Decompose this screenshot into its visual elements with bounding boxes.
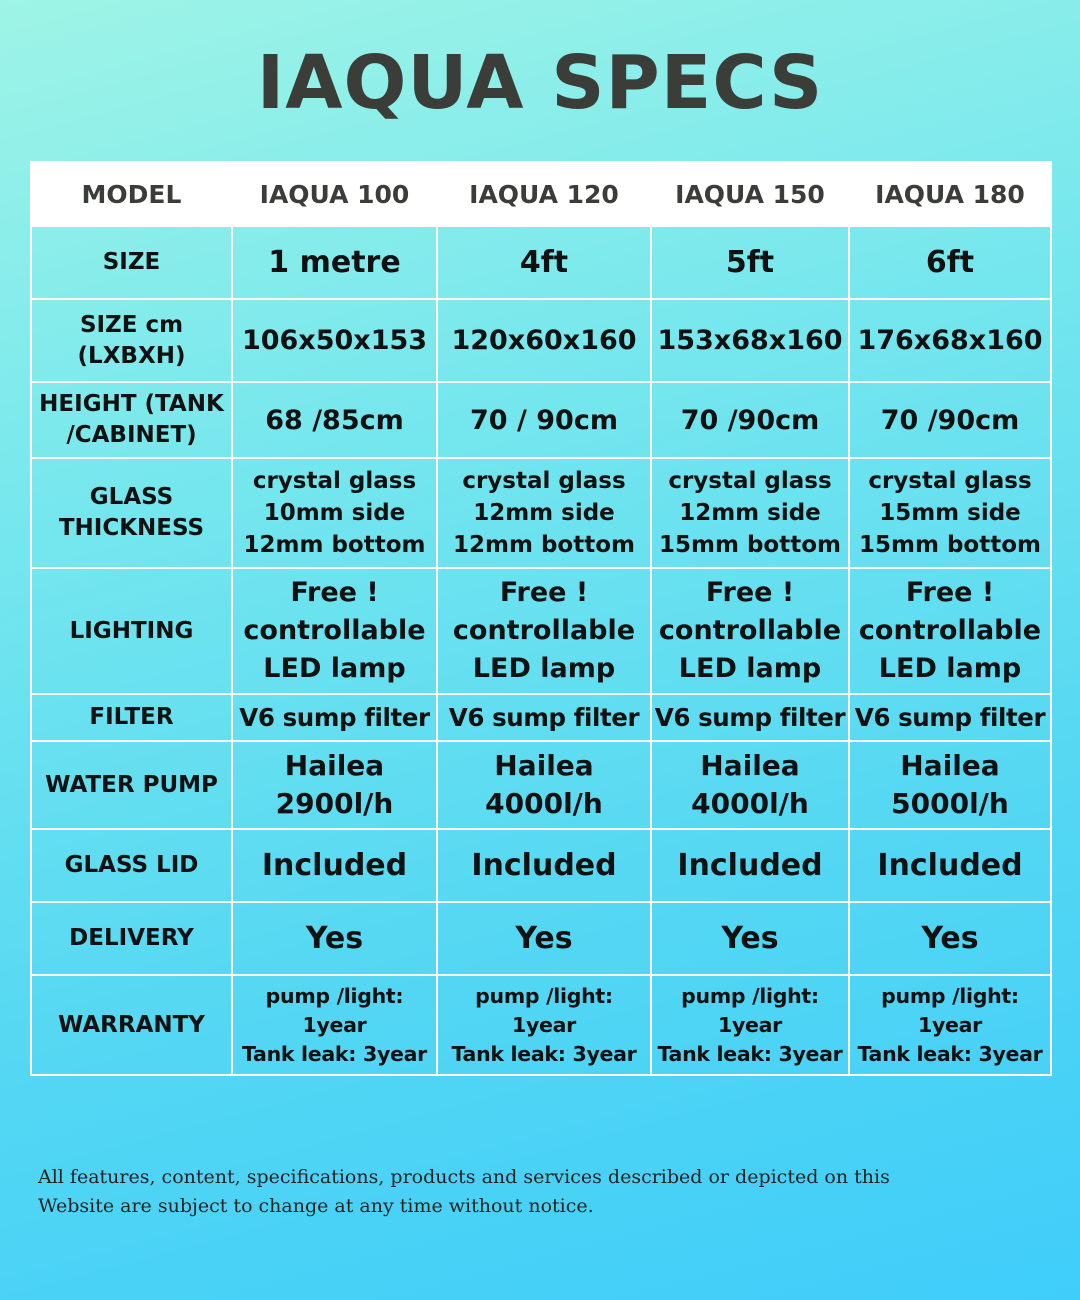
cell-line: 1year: [512, 1012, 576, 1037]
table-row: [31, 975, 1051, 1075]
row-label-line: GLASS: [89, 484, 174, 510]
header-model-2: IAQUA 120: [437, 162, 651, 226]
cell-line: Free !: [290, 577, 379, 608]
disclaimer-line: Website are subject to change at any time without notice.: [38, 1195, 594, 1217]
cell-line: crystal glass: [252, 468, 417, 494]
cell-line: controllable: [452, 615, 636, 646]
cell-line: Hailea: [284, 749, 385, 782]
table-row: [31, 299, 1051, 382]
cell-line: Yes: [721, 921, 779, 956]
table-cell: [232, 694, 437, 741]
row-label-line: FILTER: [89, 704, 174, 730]
cell-line: Tank leak: 3year: [657, 1041, 843, 1066]
cell-line: Included: [471, 848, 617, 883]
table-cell: [651, 382, 849, 458]
specs-table: [30, 161, 1052, 1076]
cell-line: Tank leak: 3year: [857, 1041, 1043, 1066]
cell-line: 106x50x153: [241, 325, 428, 356]
disclaimer-text: [38, 1163, 1038, 1221]
cell-line: 68 /85cm: [265, 404, 404, 436]
cell-line: 10mm side: [263, 500, 406, 526]
cell-line: 12mm side: [679, 500, 821, 526]
cell-line: crystal glass: [668, 468, 832, 494]
cell-line: Yes: [515, 921, 573, 956]
row-label: [31, 829, 232, 902]
table-cell: [232, 829, 437, 902]
cell-line: Yes: [305, 921, 364, 956]
table-cell: [232, 568, 437, 694]
table-cell: [437, 694, 651, 741]
header-model-4: IAQUA 180: [849, 162, 1051, 226]
cell-line: 70 /90cm: [880, 404, 1020, 436]
cell-line: 15mm bottom: [659, 532, 841, 558]
row-label-line: (LXBXH): [77, 342, 186, 369]
cell-line: controllable: [243, 615, 426, 646]
row-label-line: WARRANTY: [58, 1011, 205, 1038]
cell-line: crystal glass: [462, 468, 626, 494]
disclaimer-line: All features, content, specifications, products and services described or depicted on this: [38, 1166, 890, 1188]
row-label: [31, 975, 232, 1075]
cell-line: controllable: [658, 615, 842, 646]
table-cell: [232, 458, 437, 568]
table-cell: [849, 226, 1051, 299]
row-label-line: DELIVERY: [69, 925, 194, 951]
cell-line: controllable: [858, 615, 1042, 646]
table-cell: [651, 829, 849, 902]
row-label-line: SIZE cm: [79, 311, 184, 338]
cell-line: pump /light:: [475, 983, 613, 1008]
cell-line: 176x68x160: [857, 325, 1043, 356]
cell-line: 70 /90cm: [680, 404, 820, 436]
table-cell: [437, 902, 651, 975]
specs-table-header: [31, 162, 1051, 226]
table-cell: [849, 382, 1051, 458]
cell-line: V6 sump filter: [854, 703, 1046, 732]
table-cell: [849, 458, 1051, 568]
row-label-line: SIZE: [102, 249, 161, 275]
header-model: MODEL: [31, 162, 232, 226]
cell-line: 2900l/h: [275, 787, 394, 820]
cell-line: 4000l/h: [485, 787, 603, 820]
table-cell: [437, 299, 651, 382]
cell-line: V6 sump filter: [448, 703, 640, 732]
cell-line: V6 sump filter: [239, 703, 430, 732]
table-row: [31, 829, 1051, 902]
table-cell: [651, 902, 849, 975]
cell-line: 120x60x160: [451, 325, 637, 356]
cell-line: 12mm side: [473, 500, 615, 526]
cell-line: Free !: [705, 577, 795, 608]
cell-line: 1 metre: [268, 245, 401, 280]
cell-line: 153x68x160: [657, 325, 843, 356]
table-cell: [849, 829, 1051, 902]
row-label: [31, 902, 232, 975]
cell-line: 12mm bottom: [453, 532, 635, 558]
cell-line: 5ft: [725, 245, 775, 280]
cell-line: LED lamp: [263, 653, 406, 684]
cell-line: Free !: [499, 577, 589, 608]
row-label: [31, 299, 232, 382]
cell-line: pump /light:: [681, 983, 819, 1008]
row-label-line: THICKNESS: [58, 515, 205, 541]
table-row: [31, 741, 1051, 829]
table-cell: [437, 382, 651, 458]
cell-line: 6ft: [925, 245, 975, 280]
cell-line: 70 / 90cm: [470, 404, 618, 436]
cell-line: LED lamp: [678, 653, 822, 684]
row-label: [31, 458, 232, 568]
table-cell: [232, 902, 437, 975]
table-cell: [437, 975, 651, 1075]
row-label: [31, 226, 232, 299]
row-label-line: WATER PUMP: [45, 771, 218, 798]
cell-line: V6 sump filter: [654, 703, 846, 732]
cell-line: 1year: [718, 1012, 782, 1037]
table-cell: [849, 299, 1051, 382]
table-cell: [849, 741, 1051, 829]
cell-line: LED lamp: [878, 653, 1022, 684]
cell-line: Included: [677, 848, 823, 883]
table-cell: [232, 741, 437, 829]
table-cell: [232, 226, 437, 299]
table-cell: [849, 568, 1051, 694]
table-cell: [437, 741, 651, 829]
table-cell: [651, 694, 849, 741]
cell-line: 4000l/h: [691, 787, 809, 820]
cell-line: crystal glass: [868, 468, 1032, 494]
table-cell: [437, 458, 651, 568]
table-cell: [849, 975, 1051, 1075]
table-cell: [437, 568, 651, 694]
table-cell: [651, 458, 849, 568]
table-row: [31, 458, 1051, 568]
table-row: [31, 226, 1051, 299]
row-label-line: GLASS LID: [64, 852, 199, 878]
cell-line: Yes: [921, 921, 979, 956]
specs-table-body: [31, 226, 1051, 1075]
row-label: [31, 568, 232, 694]
cell-line: Included: [261, 848, 408, 883]
cell-line: Tank leak: 3year: [242, 1041, 427, 1066]
table-cell: [651, 975, 849, 1075]
page-title: IAQUA SPECS: [256, 40, 824, 126]
cell-line: 1year: [302, 1012, 367, 1037]
cell-line: Included: [877, 848, 1023, 883]
table-row: [31, 694, 1051, 741]
cell-line: 1year: [918, 1012, 982, 1037]
row-label-line: LIGHTING: [69, 617, 194, 644]
row-label: [31, 694, 232, 741]
table-cell: [651, 226, 849, 299]
row-label: [31, 741, 232, 829]
table-cell: [437, 226, 651, 299]
header-model-3: IAQUA 150: [651, 162, 849, 226]
header-model-1: IAQUA 100: [232, 162, 437, 226]
table-row: [31, 382, 1051, 458]
cell-line: 15mm bottom: [859, 532, 1041, 558]
cell-line: LED lamp: [472, 653, 616, 684]
cell-line: Free !: [905, 577, 995, 608]
cell-line: 15mm side: [879, 500, 1021, 526]
table-row: [31, 568, 1051, 694]
table-cell: [849, 902, 1051, 975]
header-row: [31, 162, 1051, 226]
cell-line: 5000l/h: [891, 787, 1009, 820]
cell-line: Hailea: [494, 749, 594, 782]
table-cell: [232, 975, 437, 1075]
row-label-line: /CABINET): [66, 422, 197, 448]
table-cell: [232, 299, 437, 382]
cell-line: 4ft: [519, 245, 569, 280]
cell-line: pump /light:: [881, 983, 1019, 1008]
table-cell: [849, 694, 1051, 741]
row-label: [31, 382, 232, 458]
cell-line: Hailea: [900, 749, 1000, 782]
row-label-line: HEIGHT (TANK: [39, 391, 224, 417]
table-cell: [651, 568, 849, 694]
table-cell: [651, 299, 849, 382]
cell-line: 12mm bottom: [243, 532, 426, 558]
table-cell: [232, 382, 437, 458]
table-cell: [437, 829, 651, 902]
cell-line: Hailea: [700, 749, 800, 782]
table-row: [31, 902, 1051, 975]
table-cell: [651, 741, 849, 829]
cell-line: pump /light:: [265, 983, 404, 1008]
cell-line: Tank leak: 3year: [451, 1041, 637, 1066]
